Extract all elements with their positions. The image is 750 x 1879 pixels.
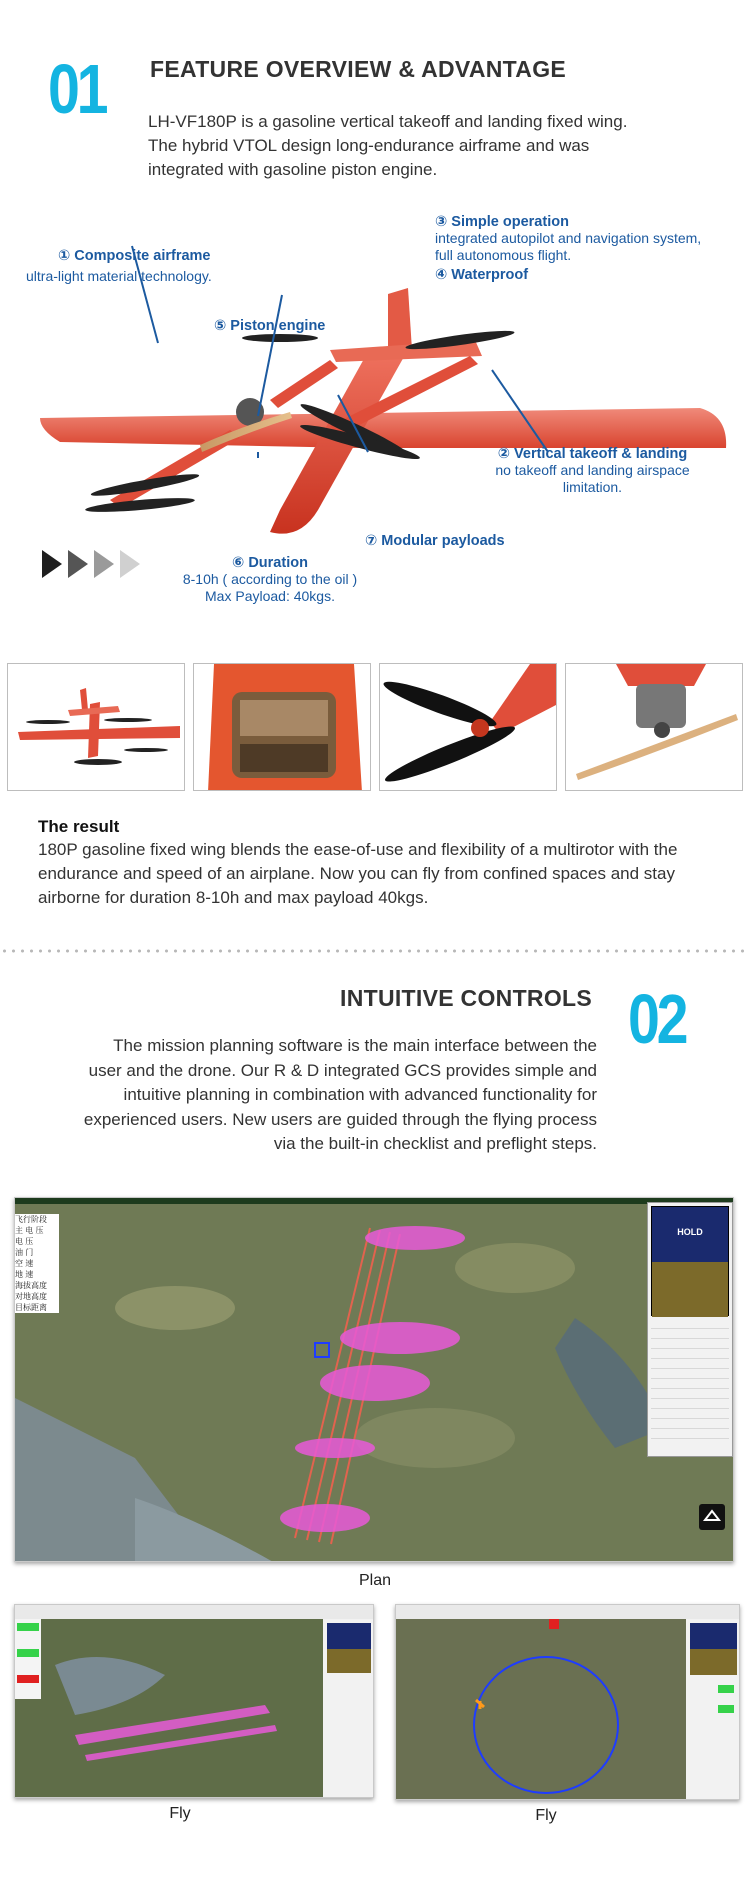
gcs-fly-screenshot-1: [14, 1604, 374, 1798]
callout-text: no takeoff and landing airspace: [495, 462, 690, 478]
panel-item: 飞行阶段: [15, 1215, 47, 1224]
panel-item: 空 速: [15, 1259, 34, 1268]
panel-item: 对地高度: [15, 1292, 47, 1301]
caption-fly-2: Fly: [535, 1807, 557, 1824]
controls-line: via the built-in checklist and preflight steps.: [273, 1134, 597, 1154]
callout-waterproof: ④ Waterproof: [435, 267, 529, 283]
result-line: endurance and speed of an airplane. Now you can fly from confined spaces and stay: [38, 864, 675, 883]
panel-item: 海拔高度: [15, 1281, 47, 1290]
controls-paragraph: [40, 1034, 597, 1157]
callout-duration: [160, 555, 380, 605]
panel-item: 电 压: [15, 1237, 34, 1246]
intro-line: The hybrid VTOL design long-endurance airframe and was: [148, 136, 590, 155]
gcs-instrument-panel: [647, 1202, 733, 1457]
callout-text: Max Payload: 40kgs.: [205, 588, 335, 604]
callout-simple: [435, 214, 701, 283]
panel-item: 油 门: [15, 1248, 34, 1257]
callout-heading: ③ Simple operation: [435, 214, 569, 230]
section-number-02: 02: [628, 980, 686, 1058]
intro-line: LH-VF180P is a gasoline vertical takeoff and landing fixed wing.: [148, 112, 628, 131]
right-boom-rear: [270, 360, 338, 408]
panel-item: 目标距离: [15, 1303, 47, 1312]
thumbnail-engine-propeller: [565, 663, 743, 791]
callout-composite-text: ultra-light material technology.: [26, 268, 212, 284]
gcs-button-grid[interactable]: [651, 1319, 729, 1439]
controls-line: The mission planning software is the main interface between the: [113, 1036, 597, 1055]
gcs-fly-screenshot-2: [395, 1604, 740, 1800]
thumbnail-payload-bay: [193, 663, 371, 791]
controls-line: user and the drone. Our R & D integrated GCS provides simple and: [88, 1060, 597, 1080]
callout-composite: [58, 248, 210, 264]
callout-text: full autonomous flight.: [435, 247, 572, 263]
result-line: airborne for duration 8-10h and max payload 40kgs.: [38, 888, 429, 907]
callout-text: integrated autopilot and navigation system,: [435, 230, 702, 246]
gcs-plan-screenshot: [14, 1197, 734, 1562]
result-text: [38, 838, 738, 910]
callout-piston-engine: ⑤ Piston engine: [214, 318, 326, 334]
arrow-chevrons: [42, 550, 140, 578]
vertical-fin: [388, 288, 412, 352]
thumbnail-full-aircraft: [7, 663, 185, 791]
result-heading: The result: [38, 817, 120, 836]
callout-text: 8-10h ( according to the oil ): [182, 571, 358, 587]
callout-vertical: [470, 446, 715, 496]
satellite-map: [15, 1198, 734, 1562]
hud-mode: HOLD: [677, 1227, 703, 1237]
intro-line: integrated with gasoline piston engine.: [148, 160, 438, 179]
section-title-features: FEATURE OVERVIEW & ADVANTAGE: [150, 56, 567, 82]
panel-item: 地 速: [15, 1270, 34, 1279]
intro-paragraph: [148, 110, 708, 182]
callout-heading: ① Composite airframe: [58, 248, 211, 264]
section-title-controls: INTUITIVE CONTROLS: [340, 985, 593, 1011]
gcs-left-panel: [15, 1214, 59, 1313]
panel-item: 主 电 压: [15, 1226, 44, 1235]
dotted-divider: [0, 949, 750, 953]
home-icon[interactable]: [699, 1504, 725, 1530]
controls-line: experienced users. New users are guided through the flying process: [83, 1109, 597, 1129]
controls-line: intuitive planning in combination with advanced functionality for: [123, 1085, 597, 1105]
callout-heading: ⑥ Duration: [232, 555, 308, 571]
result-line: 180P gasoline fixed wing blends the ease-of-use and flexibility of a multirotor with the: [38, 840, 678, 859]
caption-plan: Plan: [358, 1572, 392, 1589]
thumbnail-rotor-motor: [379, 663, 557, 791]
callout-text: limitation.: [562, 479, 623, 495]
callout-modular-payloads: ⑦ Modular payloads: [365, 533, 505, 549]
hud-display: [651, 1206, 729, 1316]
section-number-01: 01: [48, 50, 106, 128]
caption-fly-1: Fly: [169, 1805, 191, 1822]
callout-heading: ② Vertical takeoff & landing: [497, 446, 688, 462]
